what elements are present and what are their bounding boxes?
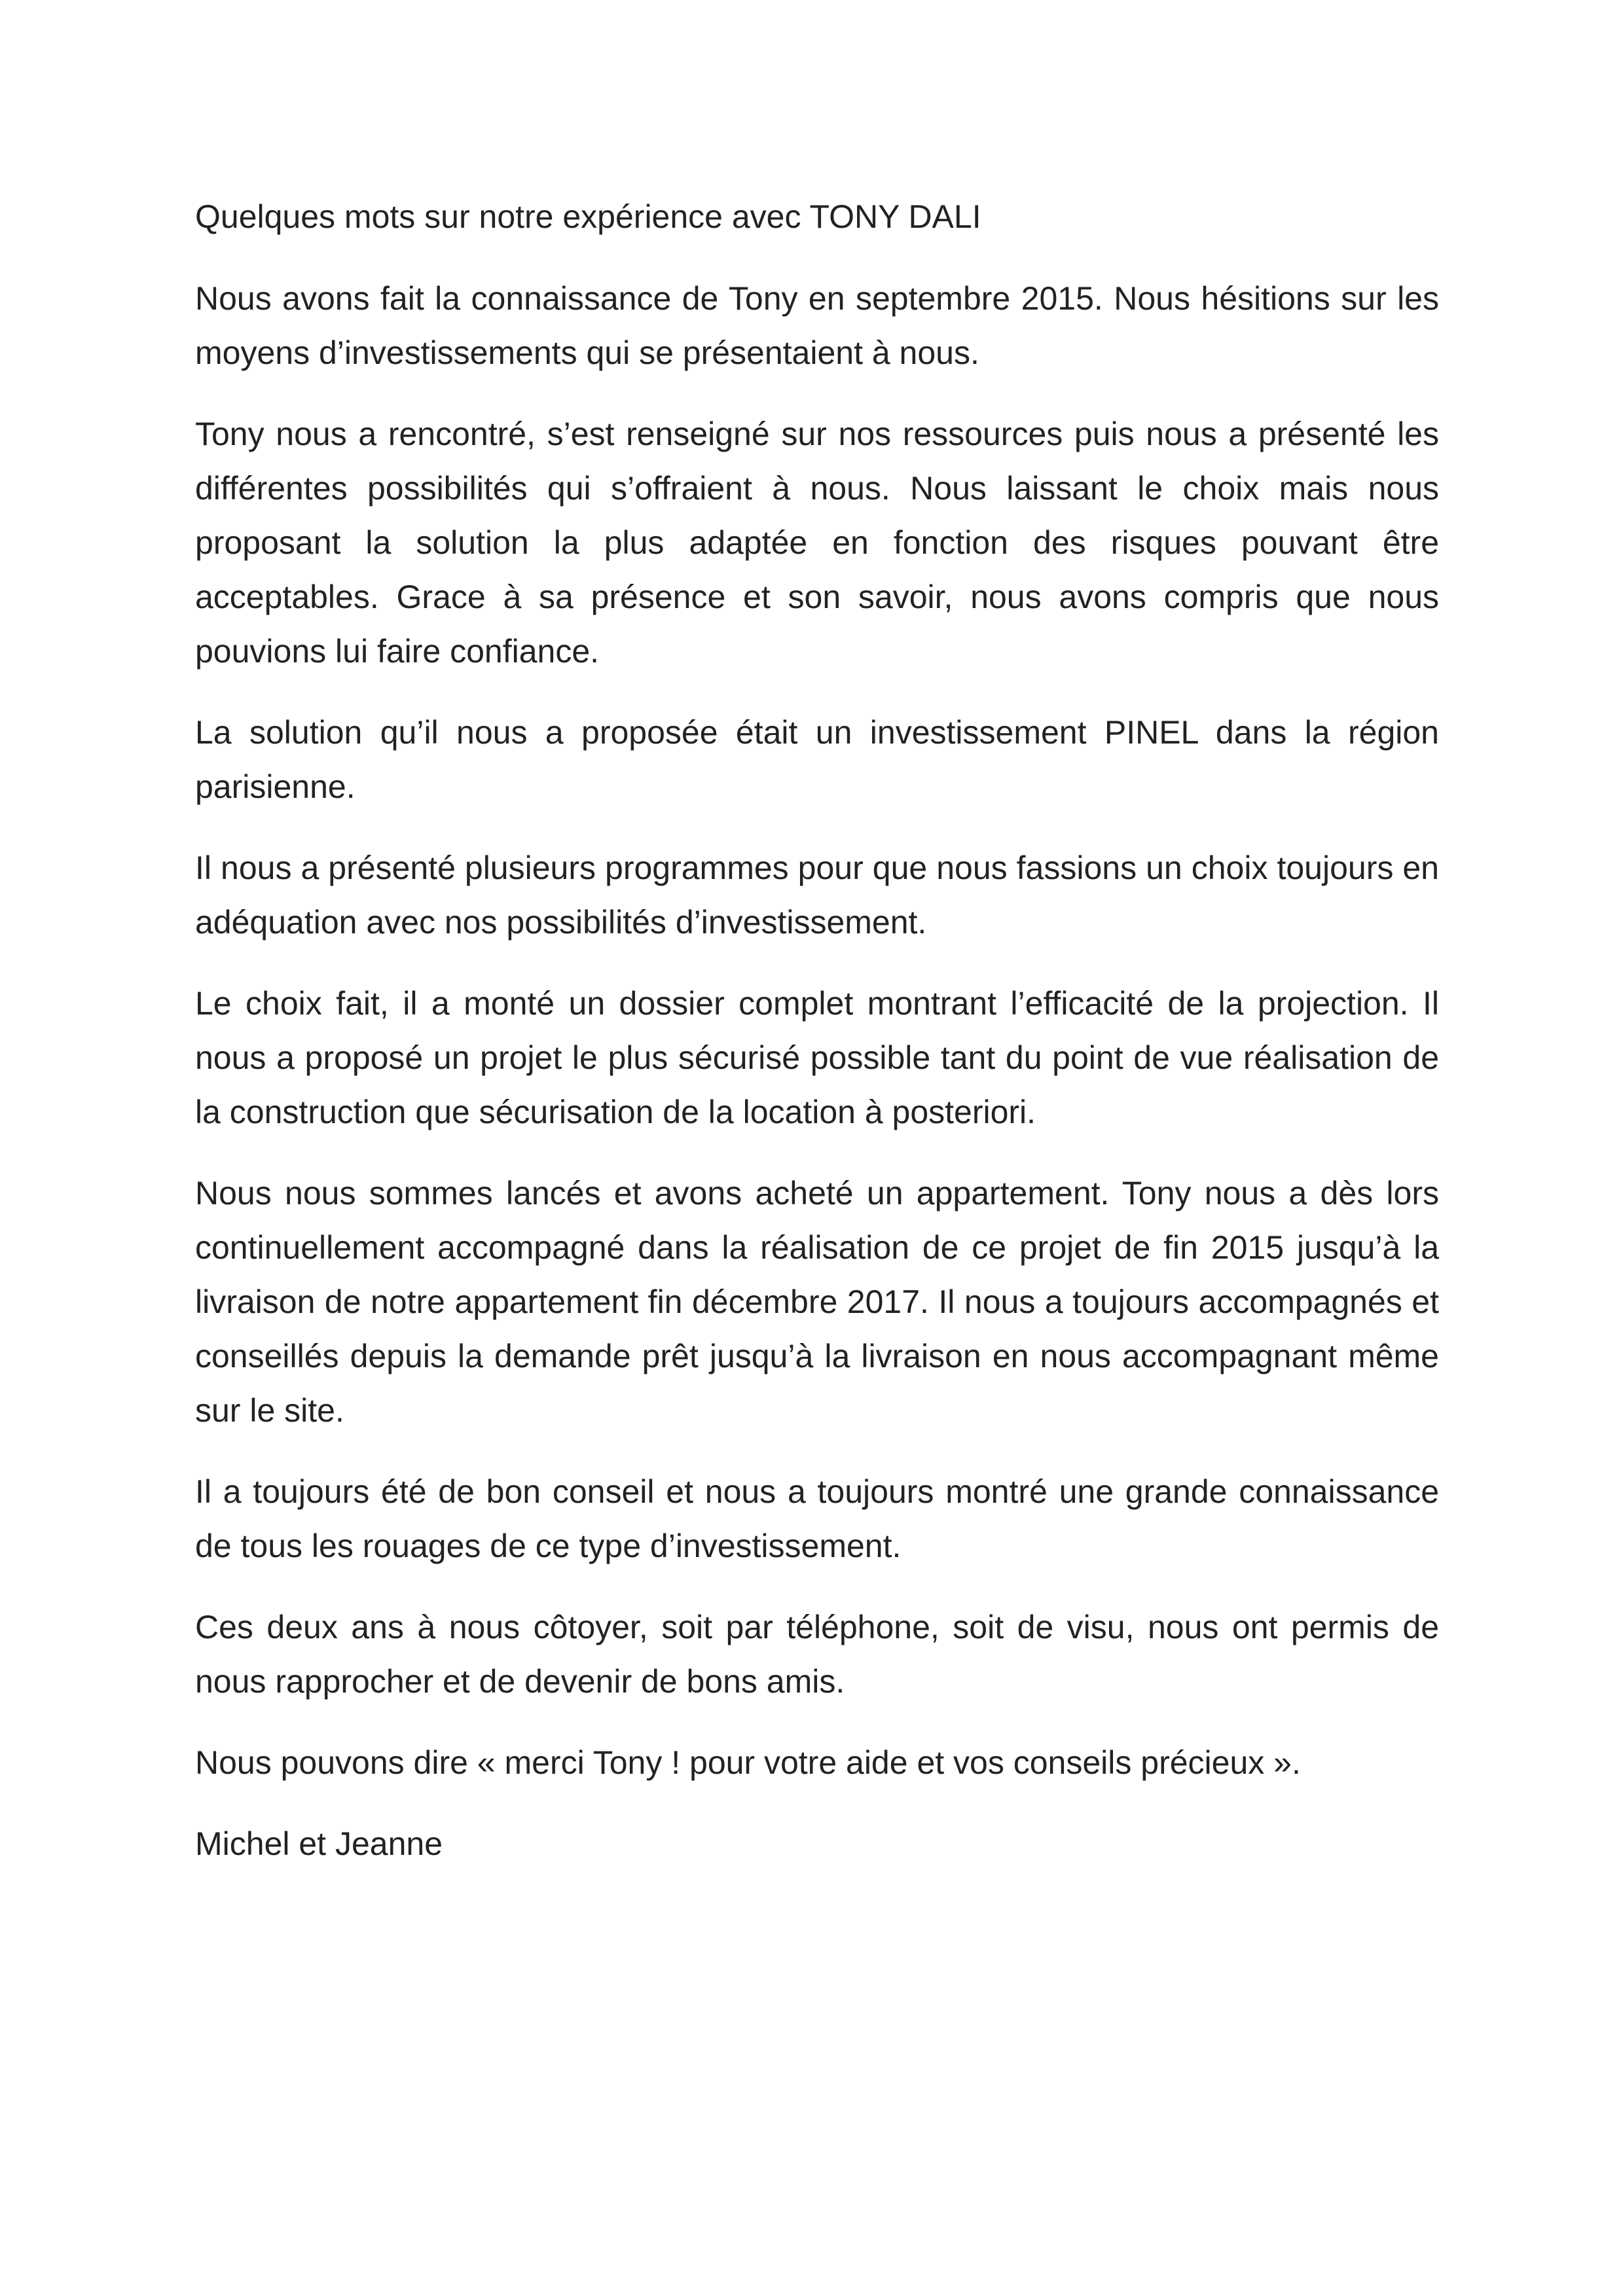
paragraph-programmes: Il nous a présenté plusieurs programmes pour que nous fassions un choix toujours en adéquation avec nos possibilités d’investissement.	[195, 850, 1439, 941]
paragraph-meeting: Nous avons fait la connaissance de Tony en septembre 2015. Nous hésitions sur les moyens d’investissements qui se présentaient à nous.	[195, 280, 1439, 371]
paragraph-thanks: Nous pouvons dire « merci Tony ! pour votre aide et vos conseils précieux ».	[195, 1744, 1301, 1781]
testimonial-letter	[195, 190, 1439, 1871]
paragraph-solution: La solution qu’il nous a proposée était un investissement PINEL dans la région parisienne.	[195, 714, 1439, 805]
paragraph-dossier: Le choix fait, il a monté un dossier complet montrant l’efficacité de la projection. Il nous a proposé un projet le plus sécurisé possible tant du point de vue réalisation de la construction que sécurisation de la location à posteriori.	[195, 985, 1439, 1130]
letter-signature: Michel et Jeanne	[195, 1825, 443, 1862]
letter-heading: Quelques mots sur notre expérience avec TONY DALI	[195, 198, 981, 235]
paragraph-consultation: Tony nous a rencontré, s’est renseigné sur nos ressources puis nous a présenté les différentes possibilités qui s’offraient à nous. Nous laissant le choix mais nous proposant la solution la plus adaptée en fonction des risques pouvant être acceptables. Grace à sa présence et son savoir, nous avons compris que nous pouvions lui faire confiance.	[195, 416, 1439, 670]
paragraph-friendship: Ces deux ans à nous côtoyer, soit par téléphone, soit de visu, nous ont permis de nous rapprocher et de devenir de bons amis.	[195, 1609, 1439, 1700]
paragraph-advice: Il a toujours été de bon conseil et nous a toujours montré une grande connaissance de tous les rouages de ce type d’investissement.	[195, 1473, 1439, 1564]
paragraph-purchase: Nous nous sommes lancés et avons acheté un appartement. Tony nous a dès lors continuellement accompagné dans la réalisation de ce projet de fin 2015 jusqu’à la livraison de notre appartement fin décembre 2017. Il nous a toujours accompagnés et conseillés depuis la demande prêt jusqu’à la livraison en nous accompagnant même sur le site.	[195, 1175, 1439, 1429]
